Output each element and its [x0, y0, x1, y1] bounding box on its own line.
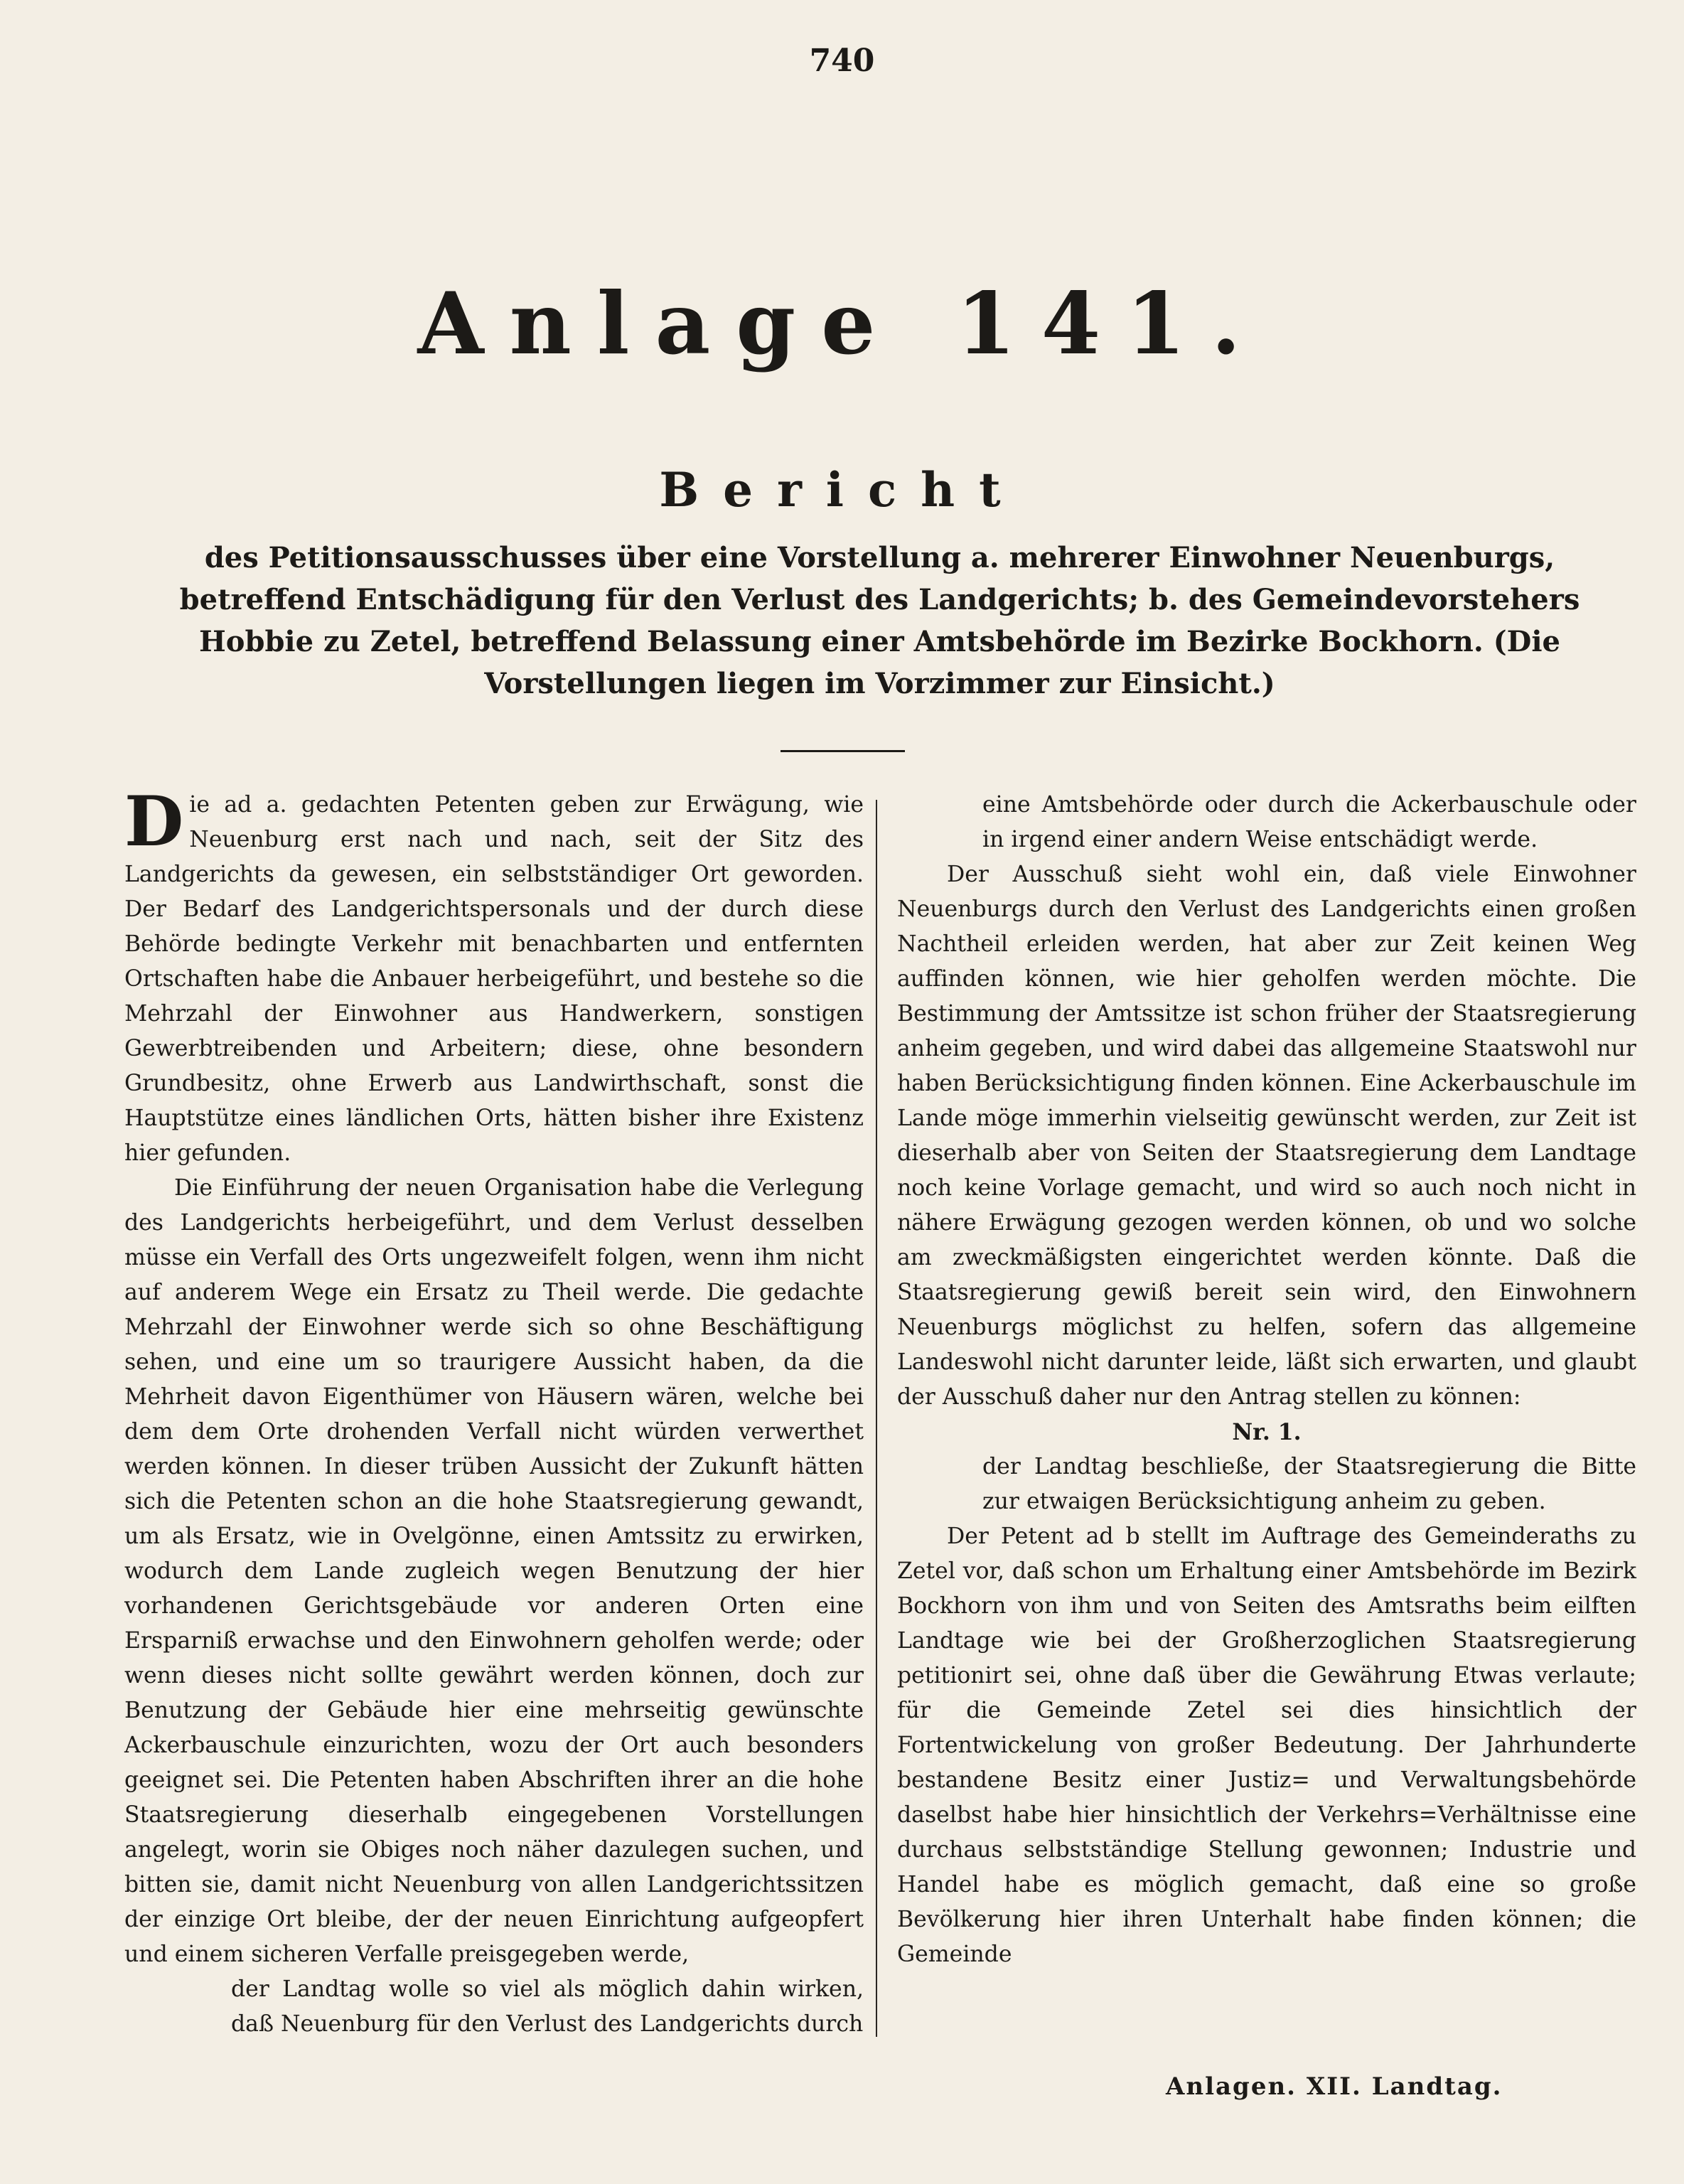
right-column: [897, 788, 1636, 1972]
paragraph: Die Einführung der neuen Organisation habe die Verlegung des Landgerichts herbeigeführt, und dem Verlust desselben müsse ein Verfall des Orts ungezweifelt folgen, wenn ihm nicht auf anderem Wege ein Ersatz zu Theil werde. Die gedachte Mehrzahl der Einwohner werde sich so ohne Beschäftigung sehen, und eine um so traurigere Aussicht haben, da die Mehrheit davon Eigenthümer von Häusern wären, welche bei dem dem Orte drohenden Verfall nicht würden verwerthet werden können. In dieser trüben Aussicht der Zukunft hätten sich die Petenten schon an die hohe Staatsregierung gewandt, um als Ersatz, wie in Ovelgönne, einen Amtssitz zu erwirken, wodurch dem Lande zugleich wegen Benutzung der hier vorhandenen Gerichtsgebäude vor anderen Orten eine Ersparniß erwachse und den Einwohnern geholfen werde; oder wenn dieses nicht sollte gewährt werden können, doch zur Benutzung der Gebäude hier eine mehrseitig gewünschte Ackerbauschule einzurichten, wozu der Ort auch besonders geeignet sei. Die Petenten haben Abschriften ihrer an die hohe Staatsregierung dieserhalb eingegebenen Vorstellungen angelegt, worin sie Obiges noch näher dazulegen suchen, und bitten sie, damit nicht Neuenburg von allen Landgerichtssitzen der einzige Ort bleibe, der der neuen Einrichtung aufgeopfert und einem sicheren Verfalle preisgegeben werde,: [124, 1175, 864, 1967]
column-divider: [876, 800, 877, 2037]
report-subtitle: Bericht: [659, 462, 1025, 518]
heading-divider: [781, 750, 905, 752]
page-title: Anlage 141.: [417, 274, 1267, 374]
drop-cap: D: [124, 781, 184, 862]
paragraph-text: ie ad a. gedachten Petenten geben zur Erwägung, wie Neuenburg erst nach und nach, seit der Sitz des Landgerichts da gewesen, ein selbstständiger Ort geworden. Der Bedarf des Landgerichtspersonals und der durch diese Behörde bedingte Verkehr mit benachbarten und entfernten Ortschaften habe die Anbauer herbeigeführt, und bestehe so die Mehrzahl der Einwohner aus Handwerkern, sonstigen Gewerbtreibenden und Arbeitern; diese, ohne besondern Grundbesitz, ohne Erwerb aus Landwirthschaft, sonst die Hauptstütze eines ländlichen Orts, hätten bisher ihre Existenz hier gefunden.: [124, 792, 864, 1166]
petition-request-continued: eine Amtsbehörde oder durch die Ackerbauschule oder in irgend einer andern Weise entschädigt werde.: [982, 792, 1636, 852]
resolution-number: Nr. 1.: [1232, 1419, 1302, 1445]
paragraph: Der Petent ad b stellt im Auftrage des Gemeinderaths zu Zetel vor, daß schon um Erhaltung einer Amtsbehörde im Bezirk Bockhorn von ihm und von Seiten des Amtsraths beim eilften Landtage wie bei der Großherzoglichen Staatsregierung petitionirt sei, ohne daß über die Gewährung Etwas verlaute; für die Gemeinde Zetel sei dies hinsichtlich der Fortentwickelung von großer Bedeutung. Der Jahrhunderte bestandene Besitz einer Justiz= und Verwaltungsbehörde daselbst habe hier hinsichtlich der Verkehrs=Verhältnisse eine durchaus selbstständige Stellung gewonnen; Industrie und Handel habe es möglich gemacht, daß eine so große Bevölkerung hier ihren Unterhalt habe finden können; die Gemeinde: [897, 1524, 1636, 1967]
page-number: 740: [809, 43, 875, 79]
paragraph: Der Ausschuß sieht wohl ein, daß viele Einwohner Neuenburgs durch den Verlust des Landgerichts einen großen Nachtheil erleiden werden, hat aber zur Zeit keinen Weg auffinden können, wie hier geholfen werden möchte. Die Bestimmung der Amtssitze ist schon früher der Staatsregierung anheim gegeben, und wird dabei das allgemeine Staatswohl nur haben Berücksichtigung finden können. Eine Ackerbauschule im Lande möge immerhin vielseitig gewünscht werden, zur Zeit ist dieserhalb aber von Seiten der Staatsregierung dem Landtage noch keine Vorlage gemacht, und wird so auch noch nicht in nähere Erwägung gezogen werden können, ob und wo solche am zweckmäßigsten eingerichtet werden könnte. Daß die Staatsregierung gewiß bereit sein wird, den Einwohnern Neuenburgs möglichst zu helfen, sofern das allgemeine Landeswohl nicht darunter leide, läßt sich erwarten, und glaubt der Ausschuß daher nur den Antrag stellen zu können:: [897, 862, 1636, 1410]
resolution-text: der Landtag beschließe, der Staatsregierung die Bitte zur etwaigen Berücksichtigung anheim zu geben.: [982, 1454, 1636, 1514]
page-footer: Anlagen. XII. Landtag.: [1166, 2072, 1503, 2101]
report-heading: des Petitionsausschusses über eine Vorstellung a. mehrerer Einwohner Neuenburgs, betreffend Entschädigung für den Verlust des Landgerichts; b. des Gemeindevorstehers Hobbie zu Zetel, betreffend Belassung einer Amtsbehörde im Bezirke Bockhorn. (Die Vorstellungen liegen im Vorzimmer zur Einsicht.): [179, 541, 1580, 700]
paragraph: [124, 781, 864, 1171]
petition-request: der Landtag wolle so viel als möglich dahin wirken, daß Neuenburg für den Verlust des Landgerichts durch: [231, 1976, 864, 2037]
left-column: [124, 781, 864, 2042]
